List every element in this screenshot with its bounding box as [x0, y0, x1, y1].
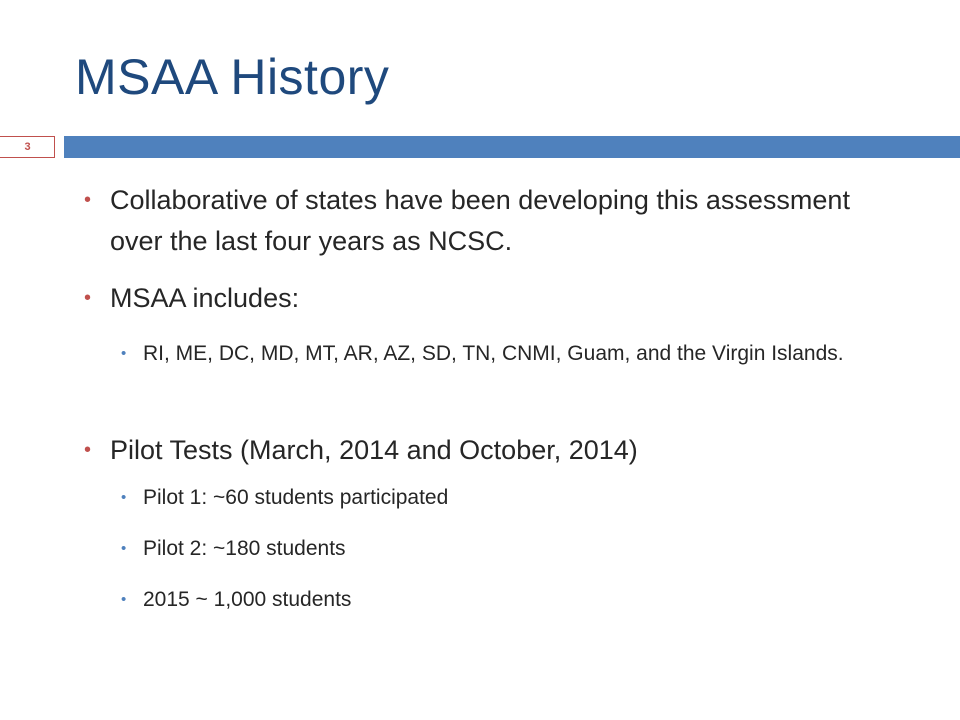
bullet-text: Pilot Tests (March, 2014 and October, 2014) [110, 435, 638, 465]
bullet-item [84, 180, 900, 262]
bullet-dot-icon: • [121, 345, 127, 362]
sub-bullet-item [121, 583, 903, 617]
bullet-text: 2015 ~ 1,000 students [143, 588, 352, 611]
bullet-text: MSAA includes: [110, 283, 300, 313]
bullet-text: Collaborative of states have been developing this assessment over the last four years as NCSC. [110, 185, 850, 256]
bullet-dot-icon: • [121, 591, 127, 608]
bullet-dot-icon: • [84, 439, 92, 461]
bullet-text: RI, ME, DC, MD, MT, AR, AZ, SD, TN, CNMI, Guam, and the Virgin Islands. [143, 342, 844, 365]
slide-title: MSAA History [75, 49, 390, 105]
bullet-item [84, 430, 900, 471]
bullet-dot-icon: • [84, 189, 92, 211]
slide-number: 3 [24, 141, 31, 153]
bullet-dot-icon: • [84, 287, 92, 309]
bullet-dot-icon: • [121, 540, 127, 557]
bullet-text: Pilot 2: ~180 students [143, 537, 346, 560]
bullet-dot-icon: • [121, 489, 127, 506]
bullet-text: Pilot 1: ~60 students participated [143, 486, 449, 509]
sub-bullet-item [121, 532, 903, 566]
sub-bullet-item [121, 337, 903, 371]
sub-bullet-item [121, 481, 903, 515]
bullet-item [84, 278, 900, 319]
